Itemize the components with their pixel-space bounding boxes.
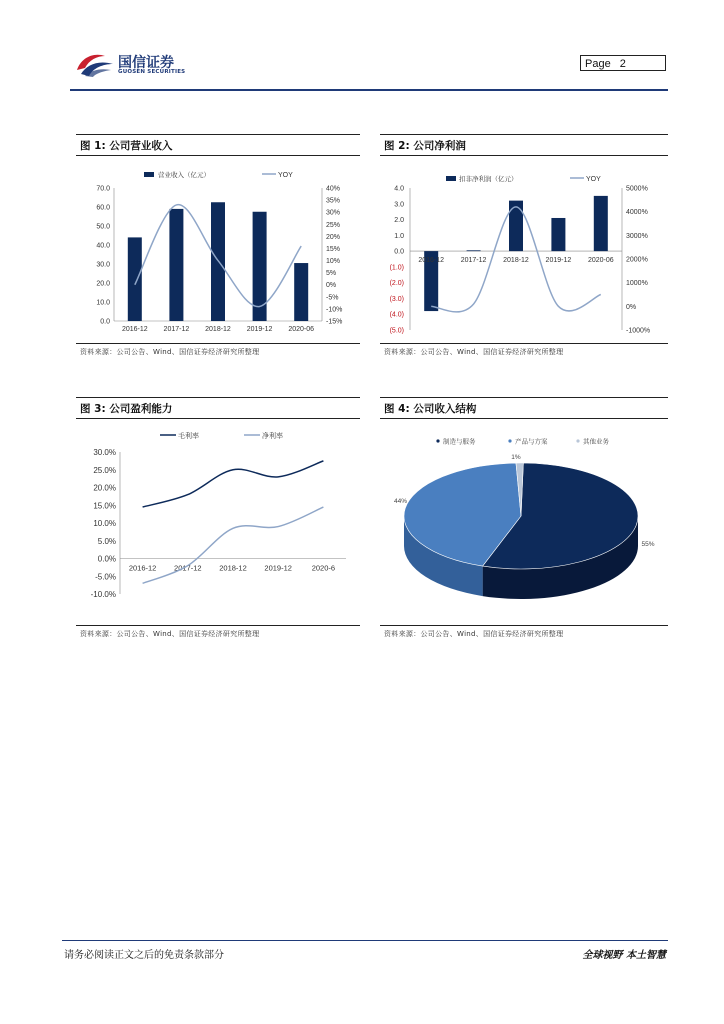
fig2-y2-tick: 1000% (626, 280, 648, 288)
fig3-legend-gross-label: 毛利率 (178, 433, 199, 440)
fig3-x-tick: 2018-12 (219, 563, 247, 573)
fig3-legend-net-label: 净利率 (262, 433, 283, 440)
fig1-y-tick: 30.0 (96, 261, 110, 269)
fig3-bottom-rule (76, 625, 360, 626)
fig1-bar (169, 209, 183, 321)
fig1-x-tick: 2017-12 (163, 326, 190, 333)
fig3-y-tick: 10.0% (93, 519, 116, 528)
fig2-y-tick: 2.0 (394, 217, 404, 225)
fig1-y2-tick: 35% (326, 197, 341, 205)
fig2-bar (509, 201, 523, 251)
fig1-y2-tick: -10% (326, 306, 343, 314)
fig1-legend (144, 170, 293, 179)
fig2-chart (380, 162, 668, 342)
fig3-gross-margin-line (143, 461, 324, 507)
fig3-x-tick: 2020-6 (311, 563, 336, 573)
fig2-bar (594, 196, 608, 251)
company-logo (75, 50, 115, 78)
fig2-legend-bar-label: 扣非净利润（亿元） (459, 176, 518, 183)
fig4-data-label: 1% (511, 454, 521, 461)
fig4-title-rule (380, 418, 668, 419)
fig3-x-tick: 2019-12 (264, 563, 292, 573)
fig1-y-tick: 40.0 (96, 242, 110, 250)
fig3-y-tick: 25.0% (93, 465, 116, 475)
fig2-source: 资料来源：公司公告、Wind、国信证券经济研究所整理 (384, 348, 564, 356)
fig2-y-tick: (4.0) (389, 311, 404, 319)
fig2-y2-tick: 3000% (626, 232, 648, 240)
fig4-legend-label: 其他业务 (583, 438, 609, 446)
footer-disclaimer: 请务必阅读正文之后的免责条款部分 (64, 950, 224, 961)
fig4-title: 图 4: 公司收入结构 (384, 403, 477, 415)
fig1-x-tick: 2020-06 (288, 326, 315, 333)
fig3-y-tick: 30.0% (93, 448, 116, 457)
fig2-top-rule (380, 134, 668, 135)
fig2-title: 图 2: 公司净利润 (384, 140, 466, 152)
fig4-legend-marker (436, 439, 439, 442)
fig1-y2-tick: -5% (326, 294, 339, 302)
company-name-en: GUOSEN SECURITIES (118, 69, 186, 75)
fig2-legend-bar-swatch (446, 176, 456, 181)
fig1-y2-tick: -15% (326, 318, 343, 326)
fig3-legend (160, 431, 283, 440)
page-label: Page (585, 58, 611, 70)
fig2-y-tick: (3.0) (389, 295, 404, 303)
fig2-bar (467, 250, 481, 251)
fig3-y-tick: 5.0% (97, 536, 116, 546)
fig1-bar (294, 263, 308, 321)
fig4-bottom-rule (380, 625, 668, 626)
fig2-y2-tick: 5000% (626, 185, 648, 193)
fig1-y-tick: 70.0 (96, 185, 110, 193)
page-indicator (580, 55, 666, 71)
fig1-y2-tick: 15% (326, 245, 341, 253)
fig2-y-tick: (5.0) (389, 327, 404, 335)
fig1-chart (76, 162, 360, 342)
fig1-bar (128, 237, 142, 321)
fig4-source: 资料来源：公司公告、Wind、国信证券经济研究所整理 (384, 630, 564, 638)
fig2-legend (446, 174, 601, 183)
fig2-bar (551, 218, 565, 251)
fig4-legend-marker (576, 439, 579, 442)
fig1-y2-tick: 25% (326, 221, 341, 229)
fig1-source: 资料来源：公司公告、Wind、国信证券经济研究所整理 (80, 348, 260, 356)
fig2-x-tick: 2020-06 (587, 257, 614, 265)
fig1-y-tick: 0.0 (100, 318, 110, 326)
fig1-x-tick: 2019-12 (246, 326, 273, 333)
fig3-y-tick: -10.0% (90, 590, 116, 599)
company-name-cn: 国信证券 (118, 55, 174, 71)
fig3-y-tick: 0.0% (97, 554, 116, 564)
fig1-y-tick: 10.0 (96, 299, 110, 307)
footer-slogan: 全球视野 本土智慧 (582, 950, 666, 961)
fig2-y-tick: (2.0) (389, 280, 404, 288)
fig2-y-tick: 4.0 (394, 185, 404, 193)
fig1-y2-tick: 0% (326, 282, 337, 290)
fig4-top-rule (380, 397, 668, 398)
fig1-y2-tick: 20% (326, 233, 341, 241)
fig1-y2-tick: 5% (326, 270, 337, 278)
fig1-y2-tick: 30% (326, 209, 341, 217)
fig4-legend-marker (508, 439, 511, 442)
fig3-x-tick: 2016-12 (128, 563, 157, 573)
fig1-bottom-rule (76, 343, 360, 344)
fig2-bottom-rule (380, 343, 668, 344)
fig3-y-tick: 20.0% (93, 483, 116, 493)
fig1-title: 图 1: 公司营业收入 (80, 140, 173, 152)
fig3-chart (76, 424, 360, 624)
fig1-y-tick: 20.0 (96, 280, 110, 288)
fig2-x-tick: 2016-12 (418, 257, 445, 265)
fig1-legend-line-label: YOY (278, 172, 293, 179)
fig1-x-tick: 2018-12 (205, 326, 231, 333)
fig1-legend-bar-label: 营业收入（亿元） (158, 172, 210, 179)
fig1-legend-bar-swatch (144, 172, 154, 177)
fig3-top-rule (76, 397, 360, 398)
header-rule (70, 89, 668, 91)
fig3-y-tick: -5.0% (95, 572, 116, 582)
fig2-x-tick: 2017-12 (460, 257, 487, 265)
fig2-x-tick: 2018-12 (503, 257, 529, 265)
fig1-y2-tick: 10% (326, 258, 341, 266)
fig1-y-tick: 60.0 (96, 204, 110, 212)
fig4-chart (380, 424, 668, 624)
fig1-y2-tick: 40% (326, 185, 341, 193)
fig2-y2-tick: 0% (626, 303, 637, 311)
fig4-legend-label: 制造与服务 (443, 438, 476, 446)
fig1-x-tick: 2016-12 (121, 326, 148, 333)
fig3-title-rule (76, 418, 360, 419)
fig2-title-rule (380, 155, 668, 156)
fig2-x-tick: 2019-12 (545, 257, 572, 265)
fig2-y-tick: 3.0 (394, 201, 404, 209)
fig1-title-rule (76, 155, 360, 156)
fig2-y-tick: 1.0 (394, 232, 404, 240)
fig4-data-label: 55% (641, 541, 655, 548)
fig2-y2-tick: -1000% (626, 327, 651, 335)
fig2-legend-line-label: YOY (586, 176, 601, 183)
fig1-top-rule (76, 134, 360, 135)
fig2-y-tick: 0.0 (394, 248, 404, 256)
fig3-title: 图 3: 公司盈利能力 (80, 403, 173, 415)
fig1-y-tick: 50.0 (96, 223, 110, 231)
fig2-y-tick: (1.0) (389, 264, 404, 272)
fig4-data-label: 44% (394, 498, 408, 505)
fig3-y-tick: 15.0% (93, 501, 116, 511)
fig2-y2-tick: 4000% (626, 209, 648, 217)
fig2-y2-tick: 2000% (626, 256, 648, 264)
page-number: 2 (619, 58, 626, 70)
fig4-legend-label: 产品与方案 (515, 438, 548, 446)
fig3-x-tick: 2017-12 (174, 563, 202, 573)
footer-rule (62, 940, 668, 941)
logo-mark-icon (75, 50, 115, 78)
fig3-source: 资料来源：公司公告、Wind、国信证券经济研究所整理 (80, 630, 260, 638)
